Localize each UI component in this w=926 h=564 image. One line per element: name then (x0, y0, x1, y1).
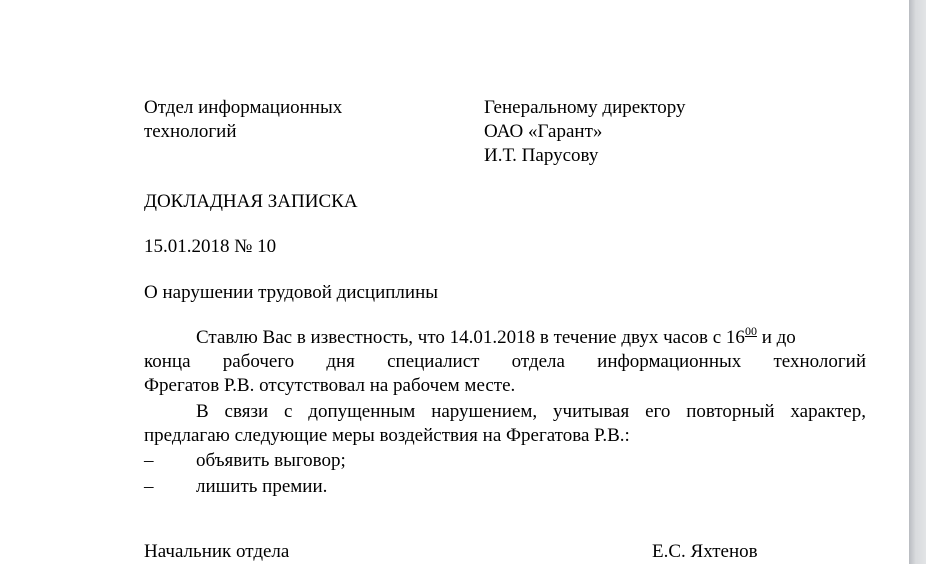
body-p1-line-1-end: и до (756, 327, 796, 348)
recipient-line-2: ОАО «Гарант» (484, 121, 603, 142)
body-p2-line-2: предлагаю следующие меры воздействия на Фрегатова Р.В.: (144, 425, 630, 446)
sender-line-1: Отдел информационных (144, 97, 343, 118)
signature-position: Начальник отдела (144, 541, 290, 562)
page-gutter (909, 0, 926, 564)
document-date-number: 15.01.2018 № 10 (144, 236, 277, 257)
measure-dash-1: – (144, 450, 154, 471)
signature-name: Е.С. Яхтенов (652, 541, 758, 562)
recipient-line-1: Генеральному директору (484, 97, 686, 118)
measure-item-1: объявить выговор; (196, 450, 346, 471)
body-p1-line-1 (196, 326, 796, 350)
body-p1-line-1-text: Ставлю Вас в известность, что 14.01.2018 в течение двух часов с 16 (196, 327, 745, 348)
body-p2-line-1: В связи с допущенным нарушением, учитывая его повторный характер, (196, 401, 866, 422)
body-p1-line-3: Фрегатов Р.В. отсутствовал на рабочем месте. (144, 375, 516, 396)
measure-item-2: лишить премии. (196, 476, 328, 497)
document-type: ДОКЛАДНАЯ ЗАПИСКА (144, 191, 358, 212)
document-subject: О нарушении трудовой дисциплины (144, 282, 439, 303)
sender-line-2: технологий (144, 121, 237, 142)
recipient-line-3: И.Т. Парусову (484, 145, 599, 166)
measure-dash-2: – (144, 476, 154, 497)
time-superscript: 00 (744, 324, 757, 338)
body-p1-line-2: конца рабочего дня специалист отдела информационных технологий (144, 351, 866, 372)
